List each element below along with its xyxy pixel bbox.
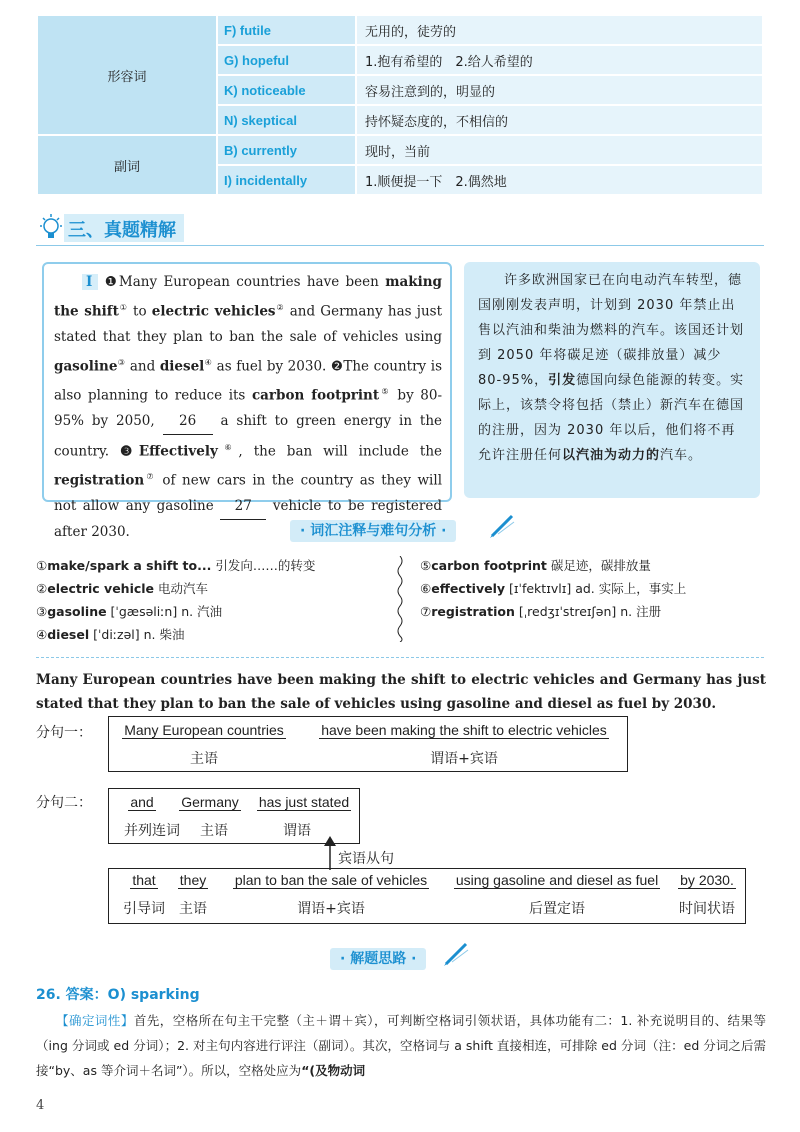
key-term: Effectively [138,443,218,459]
vocab-word: N) skeptical [217,105,356,135]
solution-banner-wrap [330,948,426,968]
dotted-divider [36,657,764,658]
passage-marker: Ⅰ [82,274,98,290]
note-ref: ⑦ [144,472,156,481]
solution-tail: “(及物动词 [301,1063,366,1078]
object-clause-label: 宾语从句 [338,851,394,867]
vocab-table [36,14,764,196]
vocab-notes-banner: · 词汇注释与难句分析 · [290,520,456,542]
segment-role: 主语 [179,901,207,917]
vocab-note [36,623,396,646]
pen-icon [442,940,470,968]
note-number: ⑤ [420,558,432,573]
blank-27[interactable]: 27 [220,494,266,520]
analysis-sentence: Many European countries have been making the shift to electric vehicles and Germany has just stated that they plan to ban the sale of vehicles using gasoline and diesel as fuel by 2030. [36,672,766,712]
vocab-meaning: 现时，当前 [356,135,763,165]
vocab-meaning: 1.抱有希望的 2.给人希望的 [356,45,763,75]
key-term: electric vehicles [151,303,276,320]
arrow-up-icon [322,836,338,870]
note-ref: ③ [117,357,126,367]
note-ref: ② [275,303,285,312]
vocab-note [36,554,396,577]
segment-text: plan to ban the sale of vehicles [234,872,428,888]
blank-26[interactable]: 26 [163,409,213,435]
vocab-notes-right [420,554,764,623]
vocab-meaning: 1.顺便提一下 2.偶然地 [356,165,763,195]
translation-key: 以汽油为动力的 [562,448,661,463]
passage-span: Many European countries have been [118,274,386,290]
pos-adverb: 副词 [37,135,217,195]
passage-span: The country is also planning to reduce its [54,358,443,404]
translation-span: 汽车。 [660,448,703,463]
passage-span: and [125,358,160,374]
pen-icon [488,512,516,540]
translation-span: 许多欧洲国家已在向电动汽车转型，德国刚刚发表声明，计划到 2030 年禁止出售以汽油和柴油为燃料的汽车。该国还计划到 2050 年将碳足迹（碳排放量）减少 80-95%， [478,273,745,388]
vocab-word: G) hopeful [217,45,356,75]
pos-adjective: 形容词 [37,15,217,135]
clause-segment [252,794,356,811]
note-number: ② [36,581,48,596]
segment-text: they [179,872,207,888]
note-term: diesel [47,627,90,642]
section-title: 三、真题精解 [68,220,176,241]
vocab-meaning: 持怀疑态度的，不相信的 [356,105,763,135]
sentence-number: ❶ [104,274,119,290]
clause-segment [306,722,622,739]
solution-text [36,1008,766,1083]
passage-span: vehicle to be registered after 2030. [54,497,442,540]
key-term: gasoline [54,358,118,374]
note-def: 电动汽车 [154,581,209,596]
wavy-divider [394,556,406,642]
segment-role: 谓语 [283,823,311,839]
segment-role: 引导词 [123,901,165,917]
vocab-word: K) noticeable [217,75,356,105]
vocab-note [420,600,764,623]
vocab-meaning: 无用的，徒劳的 [356,15,763,45]
note-ref: ⑤ [379,387,391,396]
clause-segment [112,794,172,811]
passage-span: as fuel by 2030. [212,358,331,374]
answer-line: 26. 答案：O) sparking [36,987,200,1003]
vocab-note [420,577,764,600]
vocab-meaning: 容易注意到的，明显的 [356,75,763,105]
lightbulb-icon [38,214,64,244]
section-divider [36,245,764,246]
clause1-label: 分句一： [36,725,92,741]
vocab-note [420,554,764,577]
clause-segment [114,722,294,739]
page-number: 4 [36,1098,45,1113]
note-def: 引发向……的转变 [211,558,316,573]
segment-text: that [132,872,156,888]
clause-segment [112,872,176,889]
note-def: [ɪˈfektɪvlɪ] ad. 实际上，事实上 [505,581,687,596]
passage-span: to [127,303,152,320]
clause-segment [444,872,670,889]
sentence-number: ❷ [330,358,344,374]
segment-text: have been making the shift to electric vehicles [321,722,607,738]
segment-role: 后置定语 [529,901,585,917]
segment-role: 谓语+宾语 [430,751,498,767]
solution-banner: · 解题思路 · [330,948,426,970]
vocab-note [36,577,396,600]
passage-text [44,264,450,545]
segment-text: using gasoline and diesel as fuel [455,872,659,888]
segment-role: 谓语+宾语 [297,901,365,917]
translation-span: 德国向绿色能源的转变。实际上，该禁令将包括（禁止）新汽车在德国的注册，因为 2030 年以后，他们将不再允许注册任何 [478,373,745,463]
key-term: carbon footprint [251,387,380,404]
segment-text: has just stated [258,794,350,810]
solution-tag: 【确定词性】 [56,1013,134,1028]
segment-text: by 2030. [680,872,734,888]
vocab-notes-banner-wrap [290,520,456,540]
vocab-note [36,600,396,623]
key-term: registration [54,472,145,489]
note-number: ④ [36,627,48,642]
vocab-notes-left [36,554,396,646]
note-term: make/spark a shift to... [47,558,212,573]
vocab-word: F) futile [217,15,356,45]
sentence-number: ❸ [120,443,139,459]
segment-role: 时间状语 [679,901,735,917]
clause-segment [672,872,742,889]
passage-span: of new cars in the country as they will not allow any gasoline [54,472,443,514]
note-ref: ⑥ [217,442,239,452]
passage-span: , the ban will include the [238,443,443,459]
note-number: ⑦ [420,604,432,619]
segment-text: Germany [181,794,239,810]
segment-role: 主语 [200,823,228,839]
note-def: 碳足迹，碳排放量 [546,558,651,573]
clause-segment [174,794,246,811]
clause-segment [222,872,440,889]
translation-text [464,262,760,468]
clause-segment [172,872,214,889]
note-term: gasoline [47,604,107,619]
passage-span: by 80-95% by 2050, [54,387,443,429]
translation-box [464,262,760,498]
segment-text: Many European countries [124,722,284,738]
segment-role: 主语 [190,751,218,767]
key-term: diesel [159,358,205,374]
passage-span: a shift to green energy in the country. [54,412,442,459]
note-term: electric vehicle [47,581,155,596]
note-term: effectively [431,581,506,596]
note-ref: ④ [204,357,213,367]
translation-key: 引发 [548,373,577,388]
note-def: [ˈdiːzəl] n. 柴油 [89,627,185,642]
note-def: [ˌredʒɪˈstreɪʃən] n. 注册 [514,604,662,619]
note-def: [ˈgæsəliːn] n. 汽油 [106,604,223,619]
segment-role: 并列连词 [124,823,180,839]
solution-body: 首先，空格所在句主干完整（主＋谓＋宾），可判断空格词引领状语，具体功能有二：1. 补充说明目的、结果等（ing 分词或 ed 分词）；2. 对主句内容进行评注（副词）。其次，空格词与 a shift 直接相连，可排除 ed 分词（注：ed 分词之后需接“by、as 等介词＋名词”）。所以，空格处应为 [36,1013,766,1078]
passage-span: and Germany has just stated that they plan to ban the sale of vehicles using [54,303,442,345]
segment-text: and [130,794,154,810]
clause2-label: 分句二： [36,795,92,811]
vocab-word: I) incidentally [217,165,356,195]
note-term: carbon footprint [431,558,547,573]
note-number: ③ [36,604,48,619]
note-number: ① [36,558,48,573]
note-term: registration [431,604,515,619]
note-number: ⑥ [420,581,432,596]
note-ref: ① [118,303,128,312]
key-term: making the shift [54,274,442,320]
vocab-word: B) currently [217,135,356,165]
